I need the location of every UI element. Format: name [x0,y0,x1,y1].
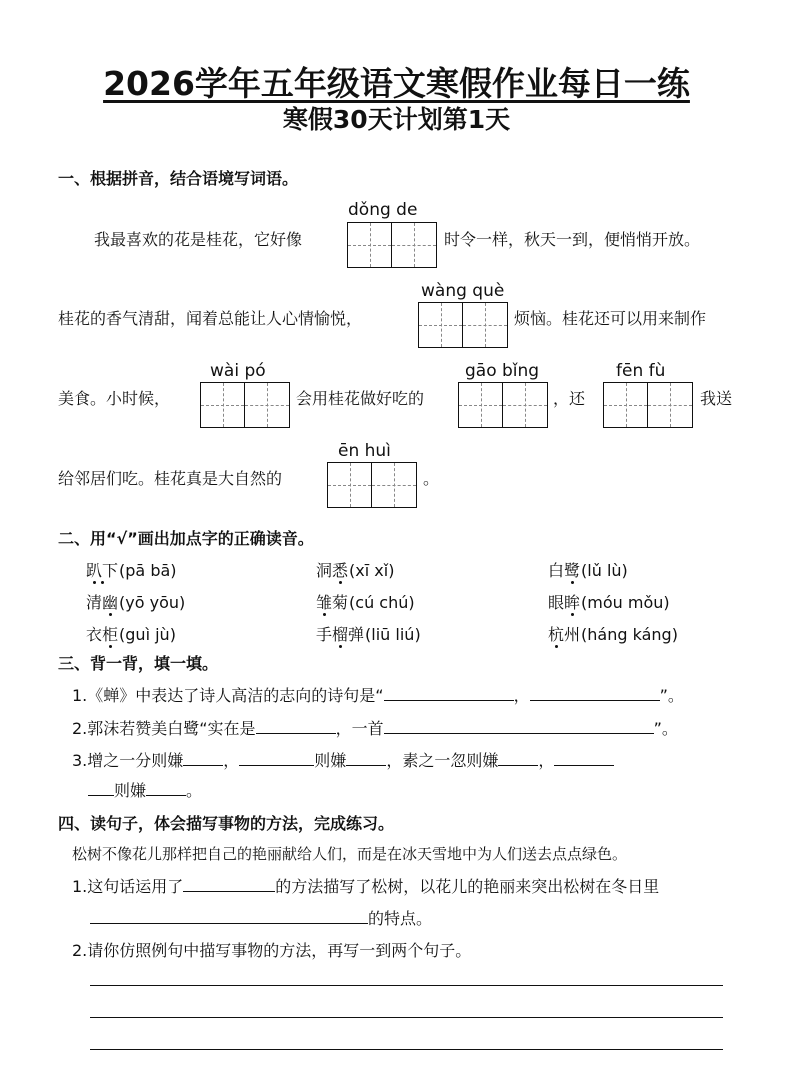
s4-passage: 松树不像花儿那样把自己的艳丽献给人们，而是在冰天雪地中为人们送去点点绿色。 [72,845,628,863]
blank-s4-1[interactable] [183,875,275,892]
pinyin-wangque: wàng què [421,281,505,301]
s1-line2-b: 烦恼。桂花还可以用来制作 [514,309,707,328]
s4-q2: 2.请你仿照例句中描写事物的方法，再写一到两个句子。 [72,941,472,960]
blank-q2-2[interactable] [384,717,654,734]
s1-line3-d: 我送 [700,389,733,408]
s4-q1-a: 1.这句话运用了 [72,877,184,896]
s1-line3-a: 美食。小时候， [58,389,171,408]
s3-q2-a: 2.郭沫若赞美白鹭“实在是 [72,719,256,738]
pinyin-dongde: dǒng de [348,200,418,220]
reading-item [316,558,394,581]
reading-options[interactable]: (liū liú) [365,625,421,644]
reading-word-pre: 洞 [316,561,333,580]
reading-item [548,622,678,645]
s4-q1-b: 的方法描写了松树，以花儿的艳丽来突出松树在冬日里 [275,877,660,896]
reading-item [86,558,177,581]
reading-word-pre: 衣 [86,625,103,644]
answer-grid-gaobing[interactable] [458,382,548,428]
s3-q3-g: 。 [186,781,203,800]
writing-line-1[interactable] [90,985,723,986]
s3-q1-c: ”。 [659,686,684,705]
reading-item [86,590,185,613]
s3-q2-c: ”。 [653,719,678,738]
section2-heading: 二、用“√”画出加点字的正确读音。 [58,529,314,548]
pinyin-waipo: wài pó [210,361,266,381]
s3-q3-line2 [88,778,202,801]
reading-dotted-char: 柜 [102,625,119,644]
writing-line-3[interactable] [90,1049,723,1050]
blank-q3-7[interactable] [146,779,186,796]
reading-item [548,558,628,581]
blank-q3-2[interactable] [239,749,314,766]
reading-dotted-char: 杭 [548,625,565,644]
reading-options[interactable]: (cú chú) [349,593,415,612]
s3-q1 [72,683,684,706]
reading-item [548,590,670,613]
reading-item [316,622,421,645]
answer-grid-fenfu[interactable] [603,382,693,428]
s1-line4-b: 。 [423,469,440,488]
writing-line-2[interactable] [90,1017,723,1018]
blank-q1-1[interactable] [384,684,514,701]
reading-options[interactable]: (lǔ lù) [581,561,628,580]
s1-line3-c: ，还 [553,389,586,408]
reading-options[interactable]: (móu mǒu) [581,593,670,612]
blank-q3-1[interactable] [183,749,223,766]
s3-q3-e: ， [538,751,555,770]
s1-line2-a: 桂花的香气清甜，闻着总能让人心情愉悦， [58,309,363,328]
reading-item [316,590,415,613]
reading-dotted-char: 雏 [316,593,333,612]
blank-q3-5[interactable] [554,749,614,766]
s1-line3-b: 会用桂花做好吃的 [296,389,425,408]
reading-word-rest: 州 [564,625,581,644]
reading-dotted-char: 鹭 [564,561,581,580]
reading-word-rest: 弹 [348,625,365,644]
s3-q3-d: ，素之一忽则嫌 [386,751,499,770]
s3-q3-line1 [72,748,614,771]
reading-options[interactable]: (háng káng) [581,625,678,644]
page-subtitle: 寒假30天计划第1天 [282,105,511,134]
section1-heading: 一、根据拼音，结合语境写词语。 [58,169,299,188]
reading-options[interactable]: (guì jù) [119,625,176,644]
reading-word-rest: 菊 [332,593,349,612]
s3-q2 [72,716,678,739]
reading-dotted-char: 眸 [564,593,581,612]
reading-word-pre: 手 [316,625,333,644]
s4-q1-line2 [90,906,432,929]
s1-line1-a: 我最喜欢的花是桂花，它好像 [94,230,303,249]
reading-word-pre: 趴 [86,561,103,580]
reading-dotted-char: 榴 [332,625,349,644]
s3-q2-b: ，一首 [335,719,384,738]
reading-word-rest: 下 [102,561,119,580]
pinyin-enhui: ēn huì [338,441,391,461]
answer-grid-waipo[interactable] [200,382,290,428]
pinyin-fenfu: fēn fù [616,361,666,381]
reading-item [86,622,176,645]
blank-q3-4[interactable] [498,749,538,766]
reading-options[interactable]: (yō yōu) [119,593,186,612]
blank-q3-6[interactable] [88,779,114,796]
reading-dotted-char: 悉 [332,561,349,580]
s3-q1-b: ， [513,686,530,705]
reading-word-pre: 眼 [548,593,565,612]
s3-q3-f: 则嫌 [114,781,147,800]
reading-word-pre: 清 [86,593,103,612]
s3-q3-c: 则嫌 [314,751,347,770]
answer-grid-wangque[interactable] [418,302,508,348]
pinyin-gaobing: gāo bǐng [465,361,540,381]
blank-s4-2[interactable] [90,907,368,924]
s4-q1-line1 [72,874,659,897]
section3-heading: 三、背一背，填一填。 [58,654,219,673]
s3-q1-a: 1.《蝉》中表达了诗人高洁的志向的诗句是“ [72,686,384,705]
section4-heading: 四、读句子，体会描写事物的方法，完成练习。 [58,814,395,833]
reading-options[interactable]: (pā bā) [119,561,177,580]
reading-dotted-char: 幽 [102,593,119,612]
s1-line4-a: 给邻居们吃。桂花真是大自然的 [58,469,283,488]
blank-q3-3[interactable] [346,749,386,766]
s1-line1-b: 时令一样，秋天一到，便悄悄开放。 [444,230,701,249]
reading-word-pre: 白 [548,561,565,580]
page-title: 2026学年五年级语文寒假作业每日一练 [103,64,690,103]
reading-options[interactable]: (xī xǐ) [349,561,395,580]
s4-q1-c: 的特点。 [368,909,433,928]
s3-q3-a: 3.增之一分则嫌 [72,751,184,770]
s3-q3-b: ， [223,751,240,770]
blank-q2-1[interactable] [256,717,336,734]
answer-grid-dongde[interactable] [347,222,437,268]
answer-grid-enhui[interactable] [327,462,417,508]
blank-q1-2[interactable] [530,684,660,701]
